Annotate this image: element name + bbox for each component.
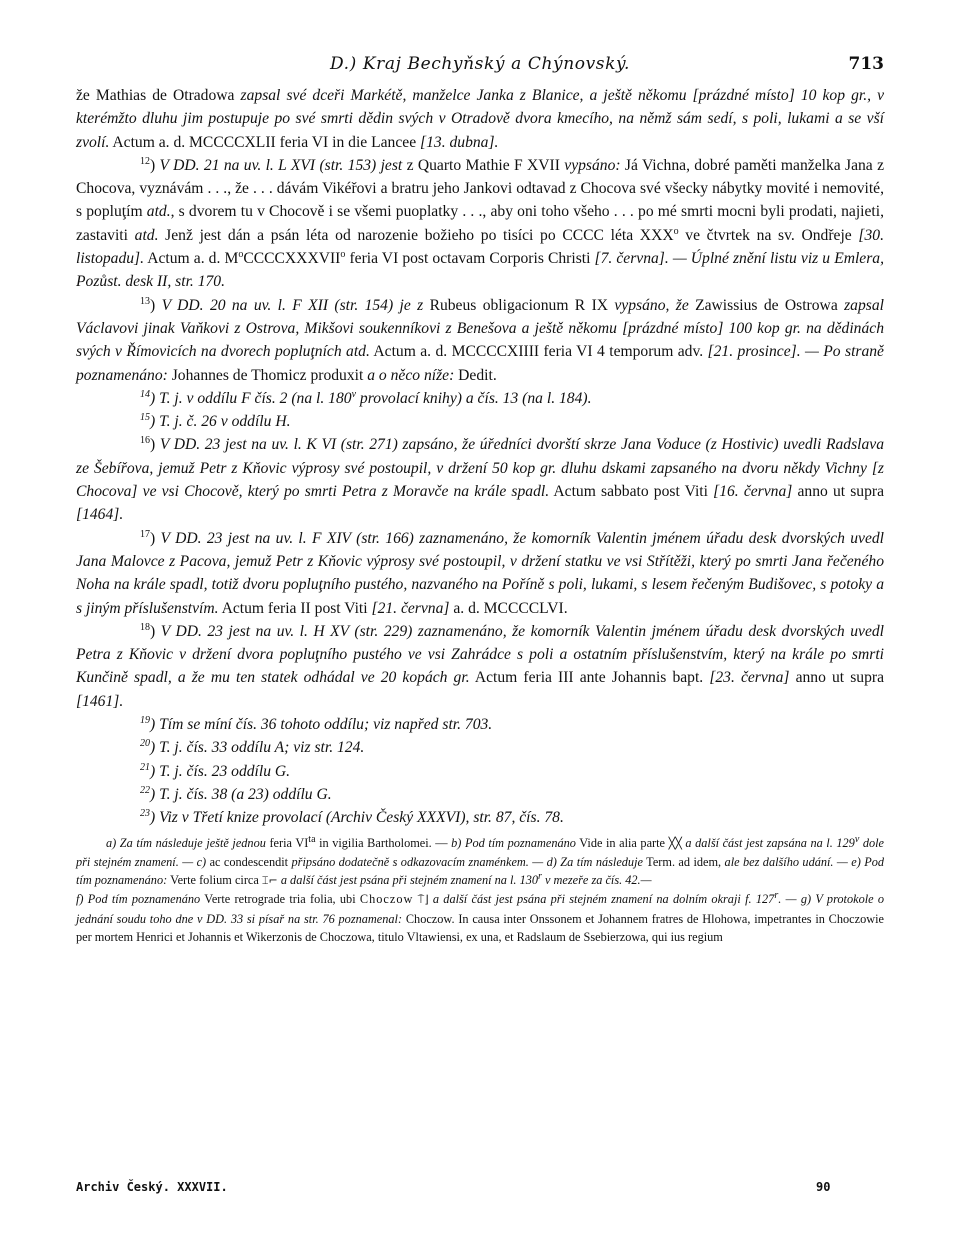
textual-notes [76,834,884,947]
reference-sign-icon: ⍑⌋ [417,893,429,907]
paragraph: že Mathias de Otradowa zapsal své dceři Markétě, manželce Janka z Blanice, a ještě někomu [prázdné místo] 10 kop gr., v kterémžto dluhu jim postupuje po své smrti dědin svých v Otradově dvora kmecího, na němž sám sedí, s poli, lukami a se vší zvolí. Actum a. d. MCCCCXLII feria VI in die Lancee [13. dubna]. [76,87,884,151]
reference-sign-icon: ⌶⌐ [261,874,278,888]
footnote-13: $^{13}$) V DD. 20 na uv. l. F XII (str. 154) je z Rubeus obligacionum R IX vypsáno, že Zawissius de Ostrowa zapsal Václavovi jinak Vaňkovi z Ostrova, Mikšovi soukenníkovi z Benešova a ještě někomu [prázdné místo] 100 kop gr. na dědinách svých v Římovicích na dvorech popluţních atd. Actum a. d. MCCCCXIIII feria VI 4 temporum adv. [21. prosince]. — Po straně poznamenáno: Johannes de Thomicz produxit a o něco níže: Dedit. [76,295,884,384]
note-paragraph: a) Za tím následuje ještě jednou feria $VI^{ta}$ in vigilia Bartholomei. — b) Pod tím poznamenáno Vide in alia parte ╳╳ a další část jest zapsána na l. 129$^v$ dole při stejném znamení. — c) ac condescendit připsáno dodatečně s odkazovacím znaménkem. — d) Za tím následuje Term. ad idem, ale bez dalšího udání. — e) Pod tím poznamenáno: Verte folium circa ⌶⌐ a další část jest psána při stejném znamení na l. 130$^r$ v mezeře za čís. 42.— [76,833,885,888]
footnote-22: $^{22}$) T. j. čís. 38 (a 23) oddílu G. [140,784,332,803]
page-footer [76,1180,884,1200]
footnote-21: $^{21}$) T. j. čís. 23 oddílu G. [140,761,291,780]
page-header [76,50,884,84]
footnote-14: $^{14}$) T. j. v oddílu F čís. 2 (na l. 180$^v$ provolací knihy) a čís. 13 (na l. 184). [140,388,592,407]
footnote-19: $^{19}$) Tím se míní čís. 36 tohoto oddílu; viz napřed str. 703. [140,714,493,734]
footnote-18: $^{18}$) V DD. 23 jest na uv. l. H XV (str. 229) zaznamenáno, že komorník Valentin jménem úřadu desk dvorských uvedl Petra z Kňovic v držení dvora popluţního pustého ve vsi Zahrádce s poli a ostatním příslušenstvím, který na krále po smrti Kunčině spadl, a že mu ten statek odhádal ve 20 kopách gr. Actum feria III ante Johannis bapt. [23. června] anno ut supra [1461]. [76,621,884,710]
main-text [76,84,884,830]
printer-signature: Archiv Český. XXXVII. [76,1180,228,1194]
footnote-16: $^{16}$) V DD. 23 jest na uv. l. K VI (str. 271) zapsáno, že úředníci dvorští skrze Jana Voduce (z Hostivic) uvedli Radslava ze Šebířova, jemuž Petr z Kňovic výprosy své postoupil, v držení 50 kop gr. dluhu dskami zapsaného na dvoru někdy Vichny [z Chocova] ve vsi Chocově, který po smrti Petra z Moravče na krále spadl. Actum sabbato post Viti [16. června] anno ut supra [1464]. [76,435,884,524]
cross-reference-mark-icon: ╳╳ [668,836,682,850]
page-number: 713 [848,54,884,74]
footnote-17: $^{17}$) V DD. 23 jest na uv. l. F XIV (str. 166) zaznamenáno, že komorník Valentin jménem úřadu desk dvorských uvedl Jana Malovce z Pacova, jemuž Petr z Kňovic výprosy své postoupil, v držení statku ve vsi Střítěži, který po smrti Jana řečeného Noha na krále spadl, totiž dvoru popluţního pustého, nazvaného na Poříně s poli, lukami, s lesem řečeným Budišovec, s potoky a s jiným příslušenstvím. Actum feria II post Viti [21. června] a. d. MCCCCLVI. [76,528,885,617]
page [76,50,884,1200]
running-title: D.) Kraj Bechyňský a Chýnovský. [330,54,630,74]
sheet-number: 90 [816,1180,831,1194]
footnote-15: $^{15}$) T. j. č. 26 v oddílu H. [140,411,291,431]
footnote-20: $^{20}$) T. j. čís. 33 oddílu A; viz str. 124. [140,738,365,757]
footnote-23: $^{23}$) Viz v Třetí knize provolací (Archiv Český XXXVI), str. 87, čís. 78. [140,808,564,827]
footnote-12: $^{12}$) V DD. 21 na uv. l. L XVI (str. 153) jest z Quarto Mathie F XVII vypsáno: Já Vichna, dobré paměti manželka Jana z Chocova, vyznávám . . ., že . . . dávám Vikéřovi a bratru jeho Jankovi odtavad z Chocova své všecky nábytky movité i nemovité, s popluţím atd., s dvorem tu v Chocově i se všemi puoplatky . . ., aby oni toho všeho . . . po mé smrti mocni byli prodati, najieti, zastaviti atd. Jenž jest dán a psán léta od narozenie božieho po tisíci po CCCC léta XXX$^o$ ve čtvrtek na sv. Ondřeje [30. listopadu]. Actum a. d. $M^oCCCCXXXVII^o$ feria VI post octavam Corporis Christi [7. června]. — Úplné znění listu viz u Emlera, Pozůst. desk II, str. 170. [76,155,884,291]
note-paragraph: f) Pod tím poznamenáno Verte retrograde tria folia, ubi Choczow ⍑⌋ a další část jest psána při stejném znamení na dolním okraji f. 127$^r$. — g) V protokole o jednání soudu toho dne v DD. 33 si písař na str. 76 poznamenal: Choczow. In causa inter Onssonem et Johannem fratres de Hlohowa, impetrantes in Choczowie per mortem Henrici et Johannis et Wikerzonis de Choczowa, titulo Vltawiensi, ex una, et Radslaum de Ssebierzowa, qui ius regium [76,890,885,944]
